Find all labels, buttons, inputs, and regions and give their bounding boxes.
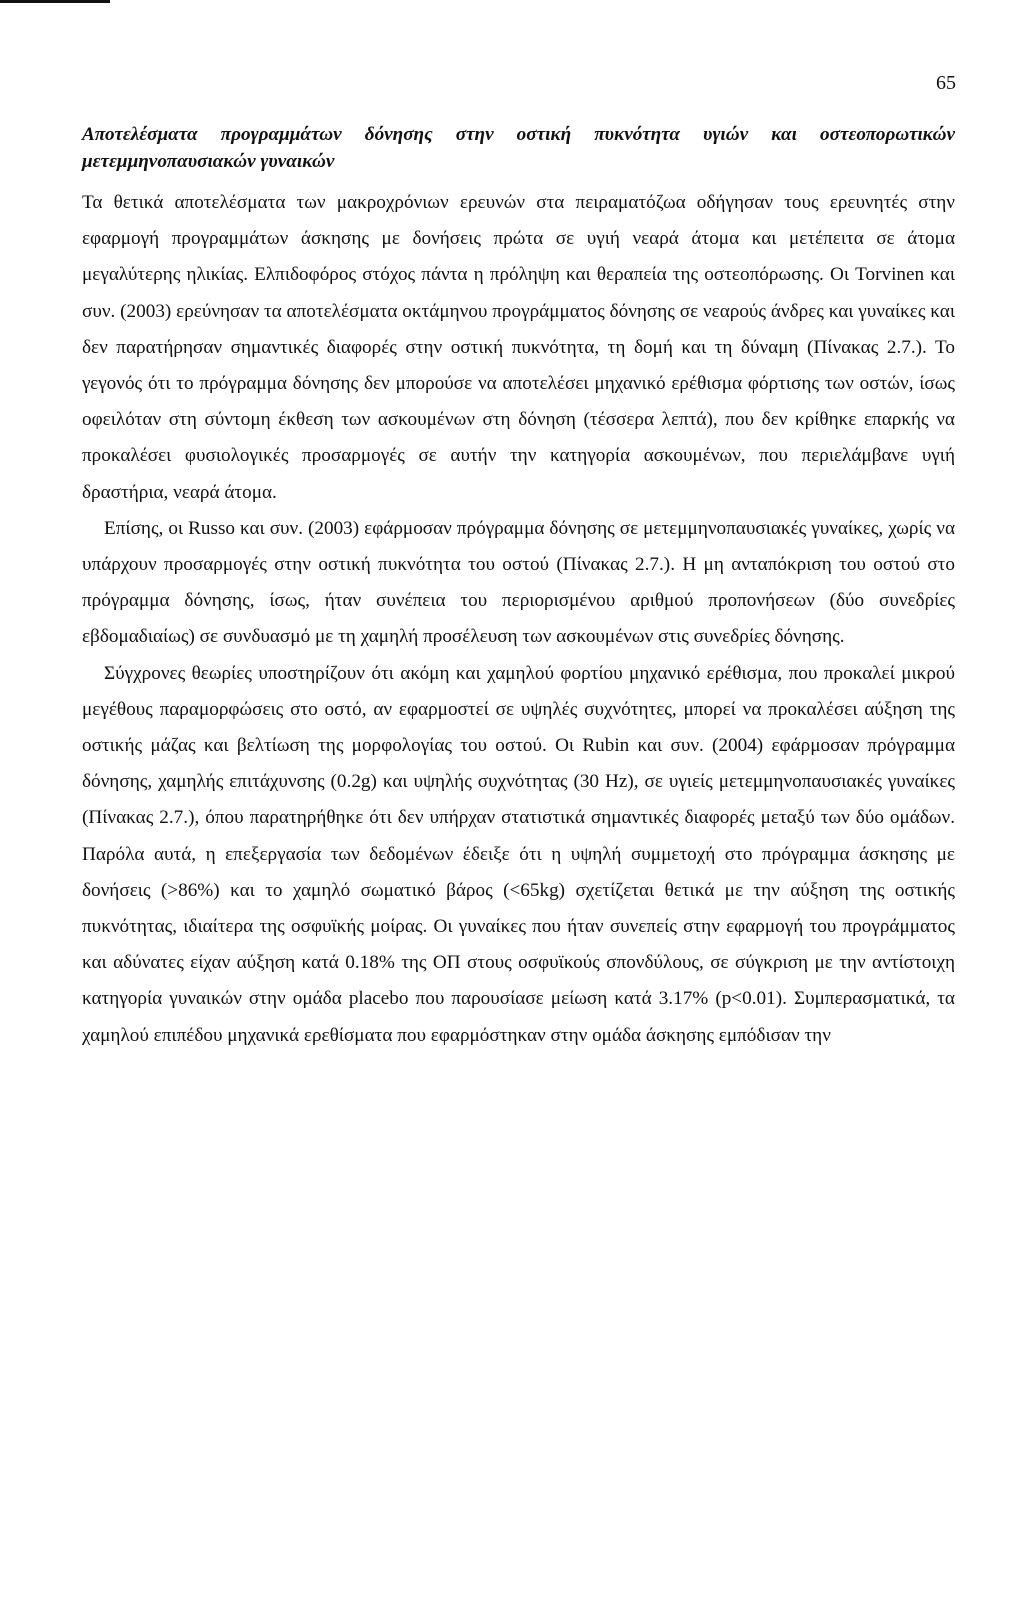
paragraph-1: Τα θετικά αποτελέσματα των μακροχρόνιων ερευνών στα πειραματόζωα οδήγησαν τους ερευνητές στην εφαρμογή προγραμμάτων άσκησης με δονήσεις πρώτα σε υγιή νεαρά άτομα και μετέπειτα σε άτομα μεγαλύτερης ηλικίας. Ελπιδοφόρος στόχος πάντα η πρόληψη και θεραπεία της οστεοπόρωσης. Οι Torvinen και συν. (2003) ερεύνησαν τα αποτελέσματα οκτάμηνου προγράμματος δόνησης σε νεαρούς άνδρες και γυναίκες και δεν παρατήρησαν σημαντικές διαφορές στην οστική πυκνότητα, τη δομή και τη δύναμη (Πίνακας 2.7.). Το γεγονός ότι το πρόγραμμα δόνησης δεν μπορούσε να αποτελέσει μηχανικό ερέθισμα φόρτισης των οστών, ίσως οφειλόταν στη σύντομη έκθεση των ασκουμένων στη δόνηση (τέσσερα λεπτά), που δεν κρίθηκε επαρκής να προκαλέσει φυσιολογικές προσαρμογές σε αυτήν την κατηγορία ασκουμένων, που περιελάμβανε υγιή δραστήρια, νεαρά άτομα. [82,192,955,503]
paragraph-3: Σύγχρονες θεωρίες υποστηρίζουν ότι ακόμη και χαμηλού φορτίου μηχανικό ερέθισμα, που προκαλεί μικρού μεγέθους παραμορφώσεις στο οστό, αν εφαρμοστεί σε υψηλές συχνότητες, μπορεί να προκαλέσει αύξηση της οστικής μάζας και βελτίωση της μορφολογίας του οστού. Οι Rubin και συν. (2004) εφάρμοσαν πρόγραμμα δόνησης, χαμηλής επιτάχυνσης (0.2g) και υψηλής συχνότητας (30 Hz), σε υγιείς μετεμμηνοπαυσιακές γυναίκες (Πίνακας 2.7.), όπου παρατηρήθηκε ότι δεν υπήρχαν στατιστικά σημαντικές διαφορές μεταξύ των δύο ομάδων. Παρόλα αυτά, η επεξεργασία των δεδομένων έδειξε ότι η υψηλή συμμετοχή στο πρόγραμμα άσκησης με δονήσεις (>86%) και το χαμηλό σωματικό βάρος (<65kg) σχετίζεται θετικά με την αύξηση της οστικής πυκνότητας, ιδιαίτερα της οσφυϊκής μοίρας. Οι γυναίκες που ήταν συνεπείς στην εφαρμογή του προγράμματος και αδύνατες είχαν αύξηση κατά 0.18% της ΟΠ στους οσφυϊκούς σπονδύλους, σε σύγκριση με την αντίστοιχη κατηγορία γυναικών στην ομάδα placebo που παρουσίασε μείωση κατά 3.17% (p<0.01). Συμπερασματικά, τα χαμηλού επιπέδου μηχανικά ερεθίσματα που εφαρμόστηκαν στην ομάδα άσκησης εμπόδισαν την [82,662,955,1046]
section-heading: Αποτελέσματα προγραμμάτων δόνησης στην οστική πυκνότητα υγιών και οστεοπορωτικών μετεμμηνοπαυσιακών γυναικών [82,124,955,172]
scan-edge-mark [0,0,110,3]
paragraph-2: Επίσης, οι Russo και συν. (2003) εφάρμοσαν πρόγραμμα δόνησης σε μετεμμηνοπαυσιακές γυναίκες, χωρίς να υπάρχουν προσαρμογές στην οστική πυκνότητα του οστού (Πίνακας 2.7.). Η μη ανταπόκριση του οστού στο πρόγραμμα δόνησης, ίσως, ήταν συνέπεια του περιορισμένου αριθμού προπονήσεων (δύο συνεδρίες εβδομαδιαίως) σε συνδυασμό με τη χαμηλή προσέλευση των ασκουμένων στις συνεδρίες δόνησης. [82,517,955,648]
page-body [82,121,955,1054]
page-number: 65 [936,72,956,94]
